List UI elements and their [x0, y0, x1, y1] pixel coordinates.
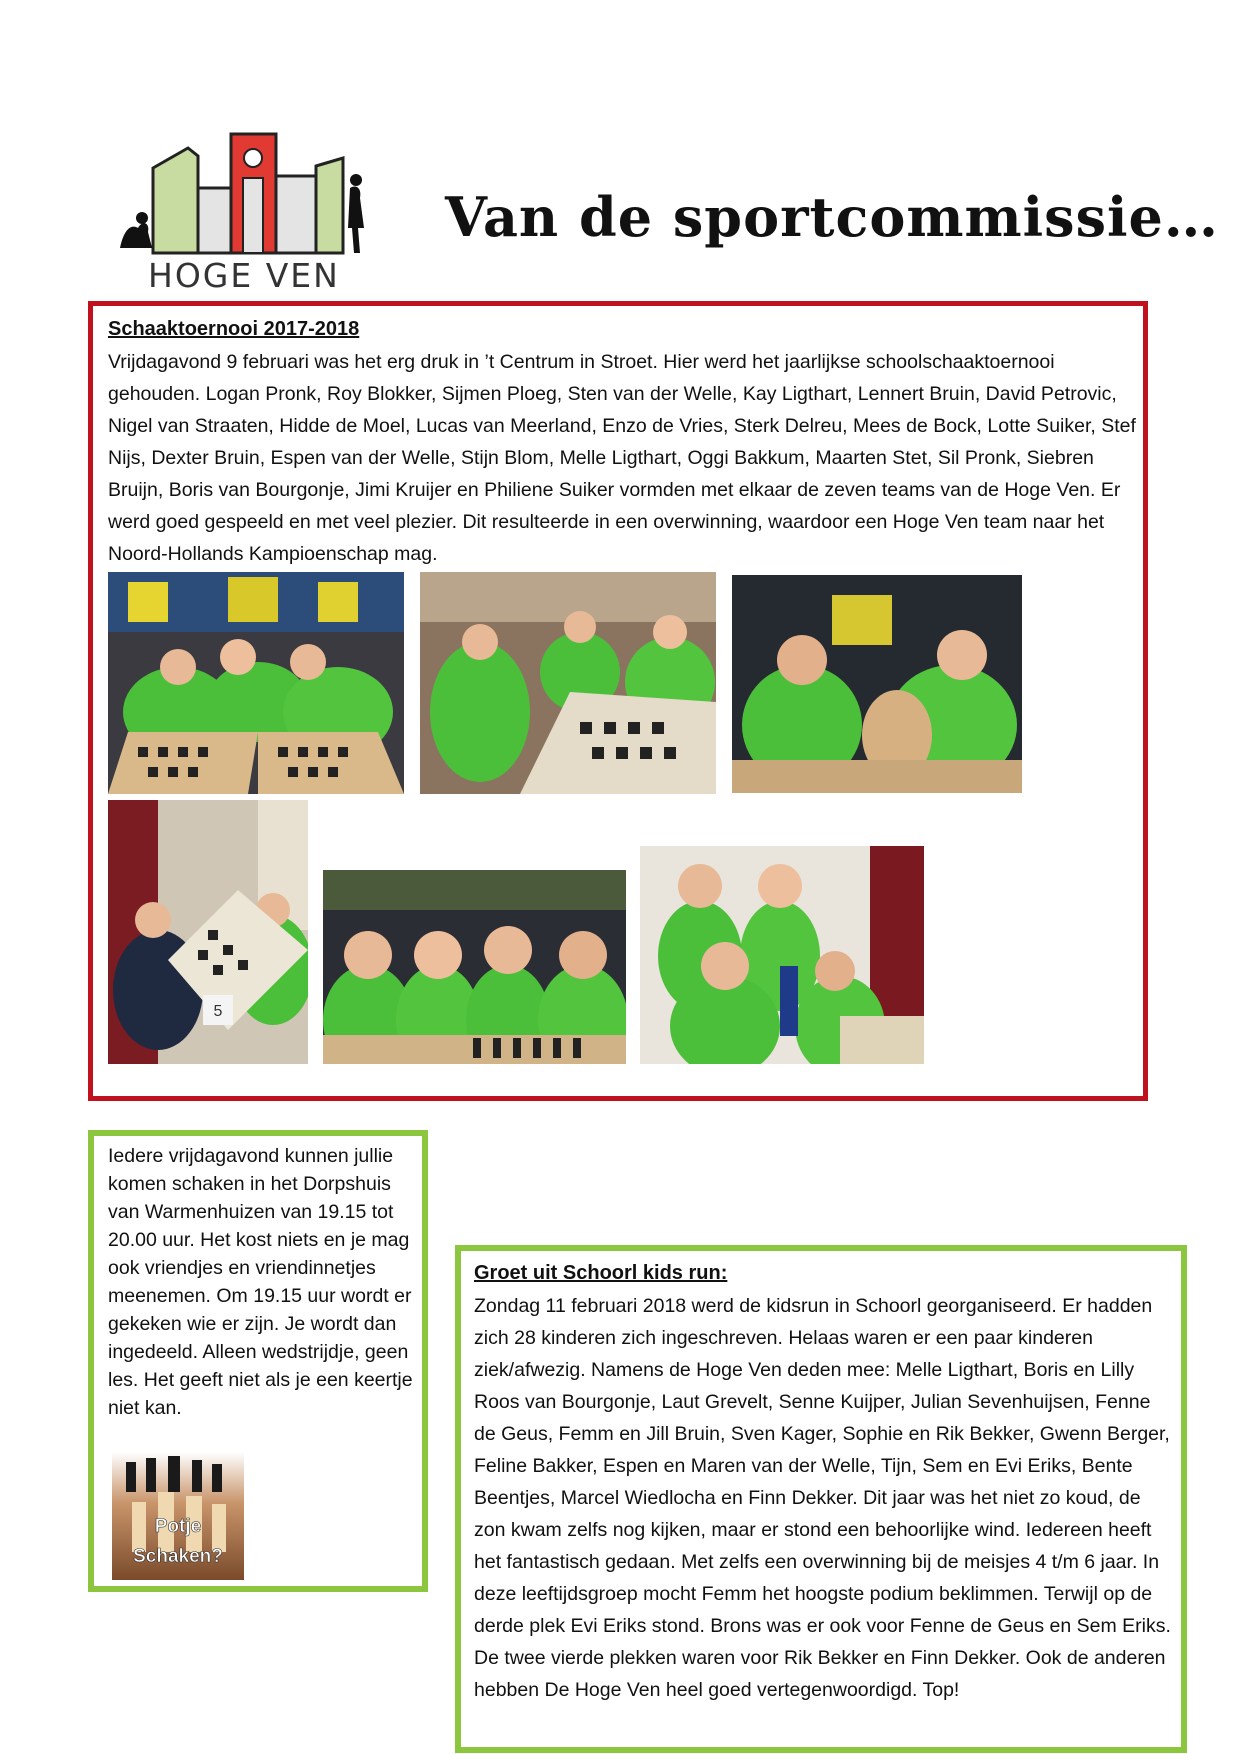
photo-team-trophy	[640, 846, 924, 1064]
table-number: 5	[213, 1003, 223, 1020]
page-title: Van de sportcommissie…	[445, 185, 1219, 249]
photo-kids-chess-3	[732, 575, 1022, 793]
poster-text-line1: Potje	[154, 1516, 202, 1537]
photo-kids-chess-2	[420, 572, 716, 794]
photo-kids-chess-1	[108, 572, 404, 794]
kids-run-text: Zondag 11 februari 2018 werd de kidsrun in Schoorl georganiseerd. Er hadden zich 28 kinderen zich ingeschreven. Helaas waren er een paar kinderen ziek/afwezig. Namens de Hoge Ven deden mee: Melle Ligthart, Boris en Lilly Roos van Bourgonje, Laut Grevelt, Senne Kuijper, Julian Sevenhuijsen, Fenne de Geus, Femm en Jill Bruin, Sven Kager, Sophie en Rik Bekker, Gwenn Berger, Feline Bakker, Espen en Maren van der Welle, Tijn, Sem en Evi Eriks, Bente Beentjes, Marcel Wiedlocha en Finn Dekker. Dit jaar was het niet zo koud, de zon kwam zelfs nog kijken, maar er stond een behoorlijke wind. Iedereen heeft het fantastisch gedaan. Met zelfs een overwinning bij de meisjes 4 t/m 6 jaar. In deze leeftijdsgroep mocht Femm het hoogste podium beklimmen. Terwijl op de derde plek Evi Eriks stond. Brons was er ook voor Fenne de Geus en Sem Eriks. De twee vierde plekken waren voor Rik Bekker en Finn Dekker. Ook de anderen hebben De Hoge Ven heel goed vertegenwoordigd. Top!	[474, 1295, 1171, 1701]
chess-tournament-text: Vrijdagavond 9 februari was het erg druk in ’t Centrum in Stroet. Hier werd het jaarlijkse schoolschaaktoernooi gehouden. Logan Pronk, Roy Blokker, Sijmen Ploeg, Sten van der Welle, Kay Ligthart, Lennert Bruin, David Petrovic, Nigel van Straaten, Hidde de Moel, Lucas van Meerland, Enzo de Vries, Sterk Delreu, Mees de Bock, Lotte Suiker, Stef Nijs, Dexter Bruin, Espen van der Welle, Stijn Blom, Melle Ligthart, Oggi Bakkum, Maarten Stet, Sil Pronk, Siebren Bruijn, Boris van Bourgonje, Jimi Kruijer en Philiene Suiker vormden met elkaar de zeven teams van de Hoge Ven. Er werd goed gespeeld en met veel plezier. Dit resulteerde in een overwinning, waardoor een Hoge Ven team naar het Noord-Hollands Kampioenschap mag.	[108, 351, 1136, 565]
potje-schaken-poster	[112, 1452, 244, 1580]
poster-text-line2: Schaken?	[133, 1546, 223, 1567]
logo-graphic	[118, 128, 378, 258]
kids-run-heading: Groet uit Schoorl kids run:	[474, 1262, 728, 1284]
friday-chess-text: Iedere vrijdagavond kunnen jullie komen schaken in het Dorpshuis van Warmenhuizen van 19.15 tot 20.00 uur. Het kost niets en je mag ook vriendjes en vriendinnetjes meenemen. Om 19.15 uur wordt er gekeken wie er zijn. Je wordt dan ingedeeld. Alleen wedstrijdje, geen les. Het geeft niet als je een keertje niet kan.	[108, 1145, 413, 1419]
logo-text: HOGE VEN	[148, 256, 340, 295]
photo-kids-chess-5	[323, 870, 626, 1064]
chess-tournament-heading: Schaaktoernooi 2017-2018	[108, 318, 360, 340]
hoge-ven-logo	[118, 128, 378, 298]
photo-kids-chess-4	[108, 800, 308, 1064]
